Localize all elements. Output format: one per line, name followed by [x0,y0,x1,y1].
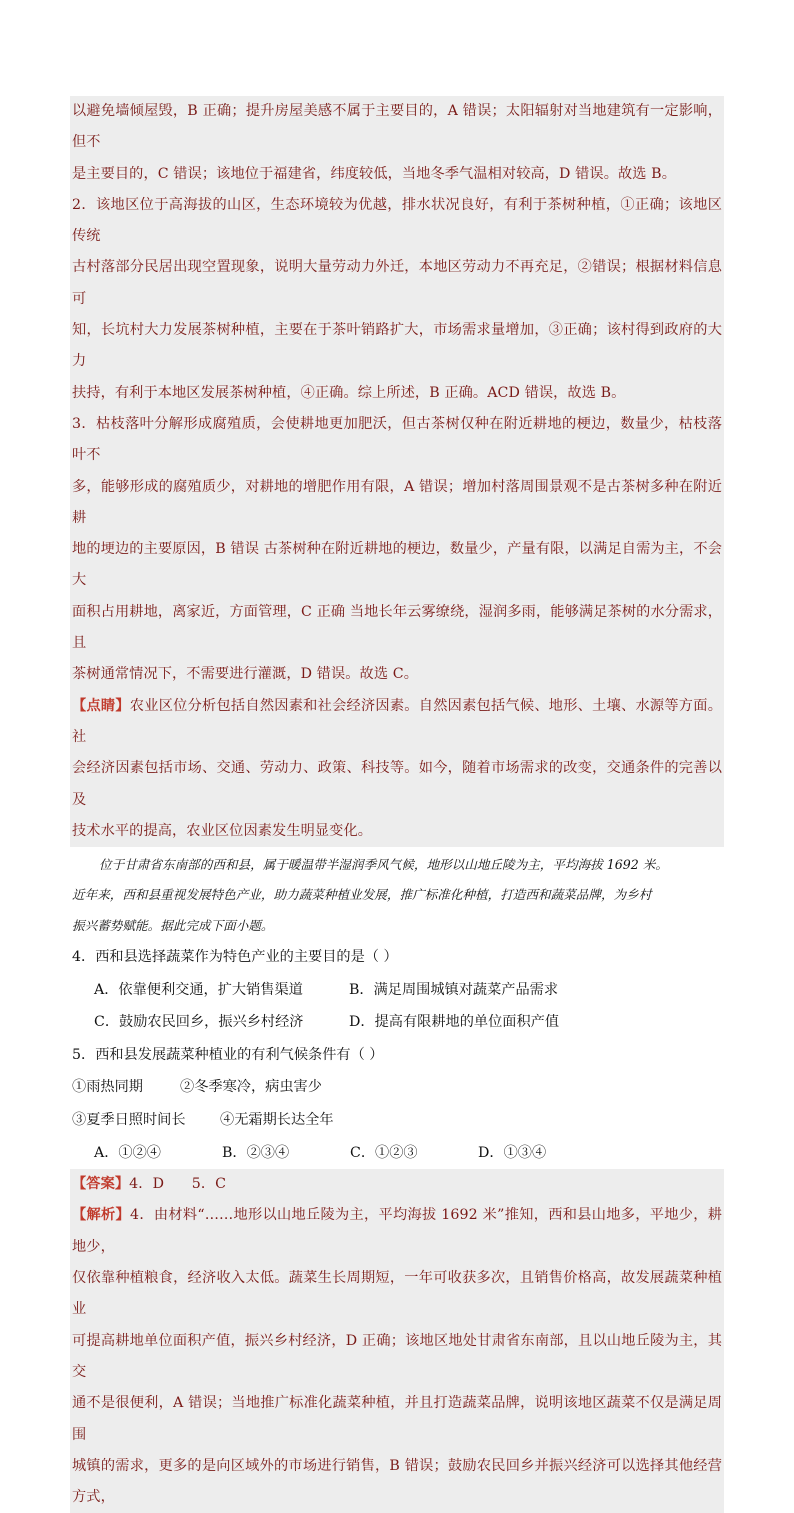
answer-line [72,1169,722,1200]
option-c: C．①②③ [350,1144,418,1161]
condition-3: ③夏季日照时间长 [72,1111,186,1128]
explanation-line: 3．枯枝落叶分解形成腐殖质，会使耕地更加肥沃，但古茶树仅种在附近耕地的梗边，数量少，枯枝落叶不 [72,415,722,464]
analysis-line: 可提高耕地单位面积产值，振兴乡村经济，D 正确；该地区地处甘肃省东南部，且以山地丘陵为主，其交 [72,1332,722,1380]
dianjing-line: 技术水平的提高，农业区位因素发生明显变化。 [72,822,373,839]
condition-1: ①雨热同期 [72,1079,143,1096]
material-line: 振兴蓄势赋能。据此完成下面小题。 [72,917,274,933]
material-line: 近年来，西和县重视发展特色产业，助力蔬菜种植业发展，推广标准化种植，打造西和蔬菜品牌，为乡村 [72,887,652,903]
document-page [70,96,724,1513]
explanation-line: 以避免墙倾屋毁，B 正确；提升房屋美感不属于主要目的，A 错误；太阳辐射对当地建筑有一定影响，但不 [72,103,722,151]
material-line: 位于甘肃省东南部的西和县，属于暖温带半湿润季风气候，地形以山地丘陵为主，平均海拔 1692 米。 [99,857,668,873]
explanation-line: 茶树通常情况下，不需要进行灌溉，D 错误。故选 C。 [72,666,418,683]
option-d: D．提高有限耕地的单位面积产值 [349,1014,560,1031]
option-a: A．依靠便利交通，扩大销售渠道 [94,981,303,998]
analysis-line: 城镇的需求，更多的是向区域外的市场进行销售，B 错误；鼓励农民回乡并振兴经济可以选择其他经营方式， [72,1457,722,1506]
option-c: C．鼓励农民回乡，振兴乡村经济 [94,1014,304,1031]
dianjing-text: 农业区位分析包括自然因素和社会经济因素。自然因素包括气候、地形、土壤、水源等方面。社 [72,697,722,745]
answer-tag: 【答案】 [72,1176,130,1193]
dianjing-tag: 【点睛】 [72,697,130,714]
dianjing-line: 会经济因素包括市场、交通、劳动力、政策、科技等。如今，随着市场需求的改变，交通条件的完善以及 [72,760,722,808]
condition-4: ④无霜期长达全年 [220,1111,334,1128]
dianjing-section [70,691,724,847]
explanation-line: 知，长坑村大力发展茶树种植，主要在于茶叶销路扩大，市场需求量增加，③正确；该村得到政府的大力 [72,322,722,370]
question-stem: 5．西和县发展蔬菜种植业的有利气候条件有（ ） [72,1046,384,1063]
explanation-line: 地的埂边的主要原因，B 错误 古茶树种在附近耕地的梗边，数量少，产量有限，以满足自需为主，不会大 [72,541,722,589]
options-row [72,1137,722,1170]
question-5 [70,1039,724,1169]
option-d: D．①③④ [478,1144,547,1161]
explanation-line: 多，能够形成的腐殖质少，对耕地的增肥作用有限，A 错误；增加村落周围景观不是古茶树多种在附近耕 [72,478,722,526]
explanation-line: 古村落部分民居出现空置现象，说明大量劳动力外迁，本地区劳动力不再充足，②错误；根据材料信息可 [72,259,722,307]
option-b: B．②③④ [222,1144,290,1161]
explanation-line: 面积占用耕地，离家近，方面管理，C 正确 当地长年云雾缭绕，湿润多雨，能够满足茶树的水分需求，且 [72,603,722,652]
answer-text: 4．D 5．C [129,1176,227,1193]
condition-2: ②冬季寒冷，病虫害少 [180,1079,322,1096]
conditions-row [72,1071,722,1104]
option-b: B．满足周围城镇对蔬菜产品需求 [349,981,559,998]
question-stem: 4．西和县选择蔬菜作为特色产业的主要目的是（ ） [72,949,398,966]
analysis-text: 4．由材料“……地形以山地丘陵为主，平均海拔 1692 米”推知，西和县山地多，平地少，耕地少， [72,1207,722,1255]
option-a: A．①②④ [94,1144,161,1161]
explanation-line: 2．该地区位于高海拔的山区，生态环境较为优越，排水状况良好，有利于茶树种植，①正确；该地区传统 [72,196,722,245]
options-row [72,974,722,1007]
analysis-line [72,1200,722,1263]
options-row [72,1006,722,1039]
dianjing-line [72,691,722,754]
explanation-continuation [70,96,724,691]
analysis-tag: 【解析】 [72,1207,130,1224]
analysis-section [70,1200,724,1513]
answer-section [70,1169,724,1200]
analysis-line: 通不是很便利，A 错误；当地推广标准化蔬菜种植，并且打造蔬菜品牌，说明该地区蔬菜不仅是满足周围 [72,1395,722,1443]
conditions-row [72,1104,722,1137]
question-4 [70,941,724,1039]
explanation-line: 是主要目的，C 错误；该地位于福建省，纬度较低，当地冬季气温相对较高，D 错误。故选 B。 [72,165,677,182]
material-passage [70,850,724,941]
explanation-line: 扶持，有利于本地区发展茶树种植，④正确。综上所述，B 正确。ACD 错误，故选 B。 [72,384,626,401]
analysis-line: 仅依靠种植粮食，经济收入太低。蔬菜生长周期短，一年可收获多次，且销售价格高，故发展蔬菜种植业 [72,1270,722,1318]
